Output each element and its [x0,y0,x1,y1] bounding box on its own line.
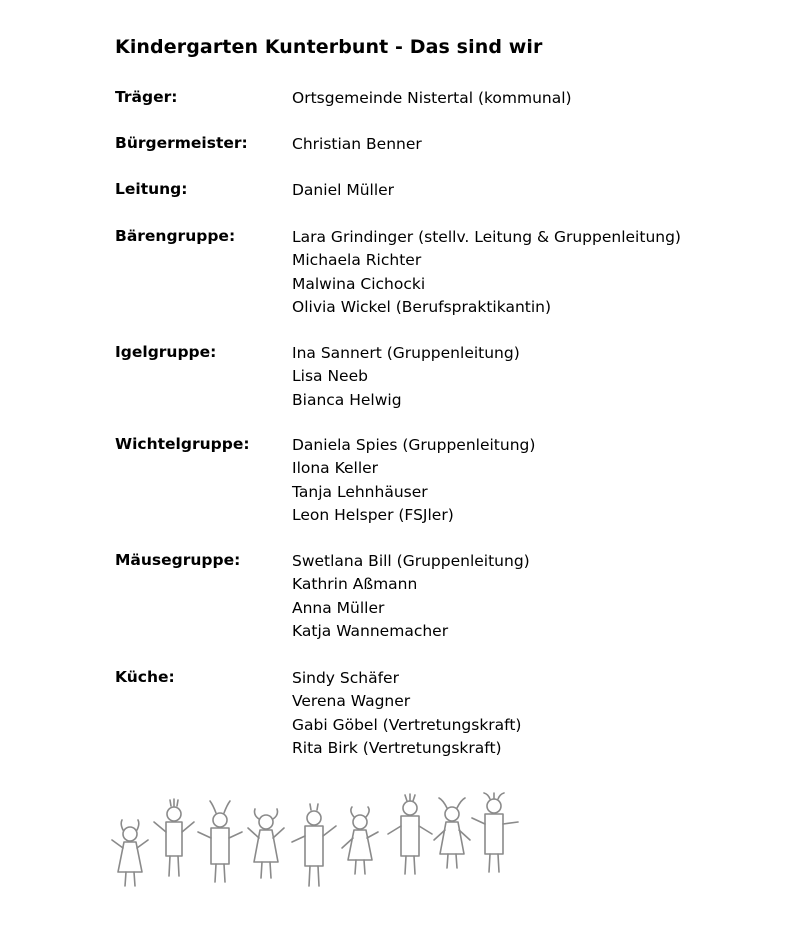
entry: Verena Wagner [292,692,411,711]
section-label: Leitung: [115,180,188,198]
entry: Ina Sannert (Gruppenleitung) [292,344,520,362]
children-drawing-icon [108,792,528,896]
entry: Daniela Spies (Gruppenleitung) [292,436,536,454]
entry: Malwina Cichocki [292,274,426,293]
section-label: Bärengruppe: [115,227,236,245]
section-entries [292,668,521,761]
entry: Sindy Schäfer [292,669,399,687]
entry: Michaela Richter [292,251,422,270]
entry: Christian Benner [292,135,422,153]
entry: Kathrin Aßmann [292,575,418,594]
section-entries [292,180,394,203]
section-label: Wichtelgruppe: [115,435,250,453]
entry: Ortsgemeinde Nistertal (kommunal) [292,89,572,107]
entry: Leon Helsper (FSJler) [292,505,454,524]
section-label: Mäusegruppe: [115,551,241,569]
entry: Daniel Müller [292,181,395,199]
entry: Rita Birk (Vertretungskraft) [292,738,502,757]
entry: Lisa Neeb [292,367,368,386]
section-label: Bürgermeister: [115,134,248,152]
entry: Swetlana Bill (Gruppenleitung) [292,552,530,570]
section-entries [292,551,530,644]
section-entries [292,134,422,157]
entry: Bianca Helwig [292,390,402,409]
section-label: Träger: [115,88,178,106]
entry: Ilona Keller [292,459,379,478]
section-entries [292,435,535,528]
section-entries [292,343,520,413]
entry: Lara Grindinger (stellv. Leitung & Gruppenleitung) [292,228,681,246]
section-label: Igelgruppe: [115,343,217,361]
entry: Anna Müller [292,598,385,617]
section-label: Küche: [115,668,175,686]
entry: Katja Wannemacher [292,621,449,640]
section-entries [292,88,572,111]
section-entries [292,227,681,320]
entry: Gabi Göbel (Vertretungskraft) [292,715,522,734]
entry: Tanja Lehnhäuser [292,482,428,501]
page-title: Kindergarten Kunterbunt - Das sind wir [115,36,543,58]
entry: Olivia Wickel (Berufspraktikantin) [292,297,552,316]
